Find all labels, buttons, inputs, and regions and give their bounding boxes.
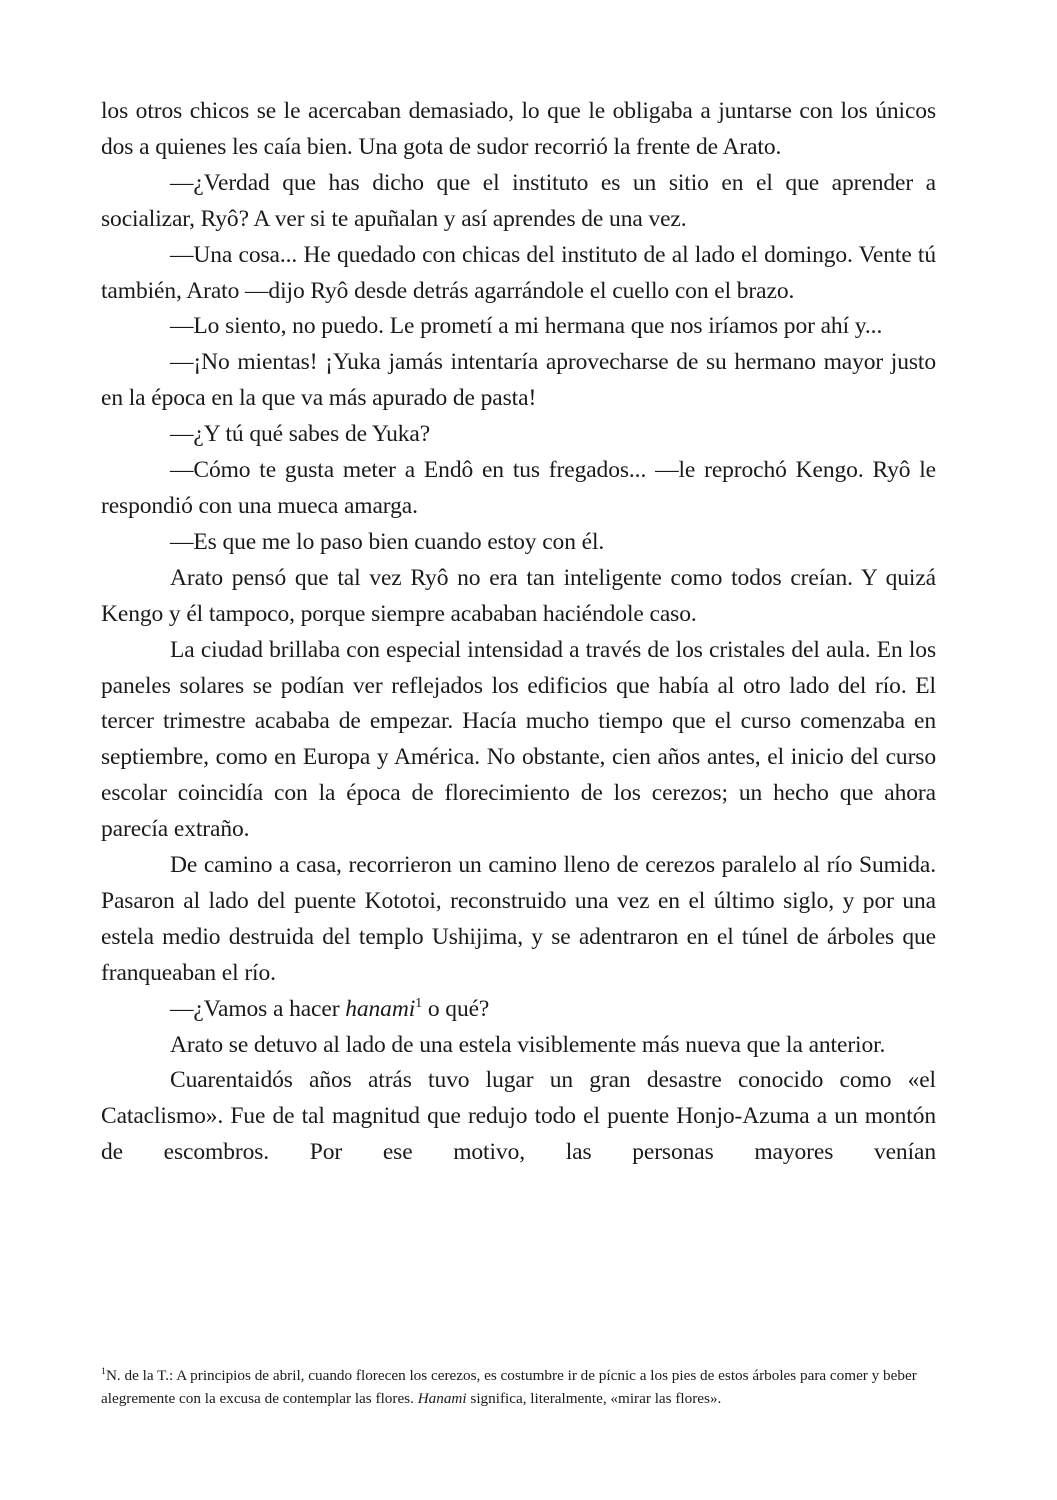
hanami-text-before: —¿Vamos a hacer [170, 995, 346, 1022]
paragraph: Arato se detuvo al lado de una estela visiblemente más nueva que la anterior. [170, 1031, 886, 1058]
paragraph: los otros chicos se le acercaban demasiado, lo que le obligaba a juntarse con los únicos dos a quienes les caía bien. Una gota de sudor recorrió la frente de Arato. [101, 98, 936, 160]
footnote-number: 1 [101, 1365, 106, 1377]
footnote-text [101, 1364, 961, 1410]
paragraph: De camino a casa, recorrieron un camino lleno de cerezos paralelo al río Sumida. Pasaron al lado del puente Kototoi, reconstruido una vez en el último siglo, y por una estela medio destruida del templo Ushijima, y se adentraron en el túnel de árboles que franqueaban el río. [101, 852, 936, 986]
paragraph: —Es que me lo paso bien cuando estoy con él. [170, 528, 605, 555]
footnote-reference[interactable]: 1 [415, 994, 423, 1011]
page [101, 94, 936, 1171]
paragraph: —Cómo te gusta meter a Endô en tus fregados... —le reprochó Kengo. Ryô le respondió con una mueca amarga. [101, 457, 936, 519]
paragraph: La ciudad brillaba con especial intensidad a través de los cristales del aula. En los paneles solares se podían ver reflejados los edificios que había al otro lado del río. El tercer trimestre acababa de empezar. Hacía mucho tiempo que el curso comenzaba en septiembre, como en Europa y América. No obstante, cien años antes, el inicio del curso escolar coincidía con la época de florecimiento de los cerezos; un hecho que ahora parecía extraño. [101, 636, 936, 843]
body-text [101, 94, 936, 1171]
hanami-italic: hanami [345, 995, 416, 1022]
footnote [101, 1364, 961, 1410]
paragraph: —¡No mientas! ¡Yuka jamás intentaría aprovecharse de su hermano mayor justo en la época en la que va más apurado de pasta! [101, 349, 936, 412]
footnote-text-after: significa, literalmente, «mirar las flores». [466, 1390, 722, 1407]
paragraph: —Una cosa... He quedado con chicas del instituto de al lado el domingo. Vente tú también, Arato —dijo Ryô desde detrás agarrándole el cuello con el brazo. [101, 241, 936, 304]
paragraph: —Lo siento, no puedo. Le prometí a mi hermana que nos iríamos por ahí y... [170, 313, 883, 340]
footnote-text-before: N. de la T.: A principios de abril, cuando florecen los cerezos, es costumbre ir de pícnic a los pies de estos árboles para comer y beber alegremente con la excusa de contemplar las flores. [101, 1367, 917, 1407]
paragraph: Arato pensó que tal vez Ryô no era tan inteligente como todos creían. Y quizá Kengo y él tampoco, porque siempre acababan haciéndole caso. [101, 564, 936, 627]
paragraph: —¿Verdad que has dicho que el instituto es un sitio en el que aprender a socializar, Ryô? A ver si te apuñalan y así aprendes de una vez. [101, 169, 936, 232]
hanami-text-after: o qué? [422, 995, 490, 1022]
paragraph-hanami [101, 992, 936, 1028]
paragraph: —¿Y tú qué sabes de Yuka? [170, 421, 431, 448]
footnote-italic: Hanami [417, 1390, 467, 1407]
paragraph-continues: Cuarentaidós años atrás tuvo lugar un gran desastre conocido como «el Cataclismo». Fue de tal magnitud que redujo todo el puente Honjo-Azuma a un montón de escombros. Por ese motivo, las personas mayores venían [101, 1067, 936, 1166]
